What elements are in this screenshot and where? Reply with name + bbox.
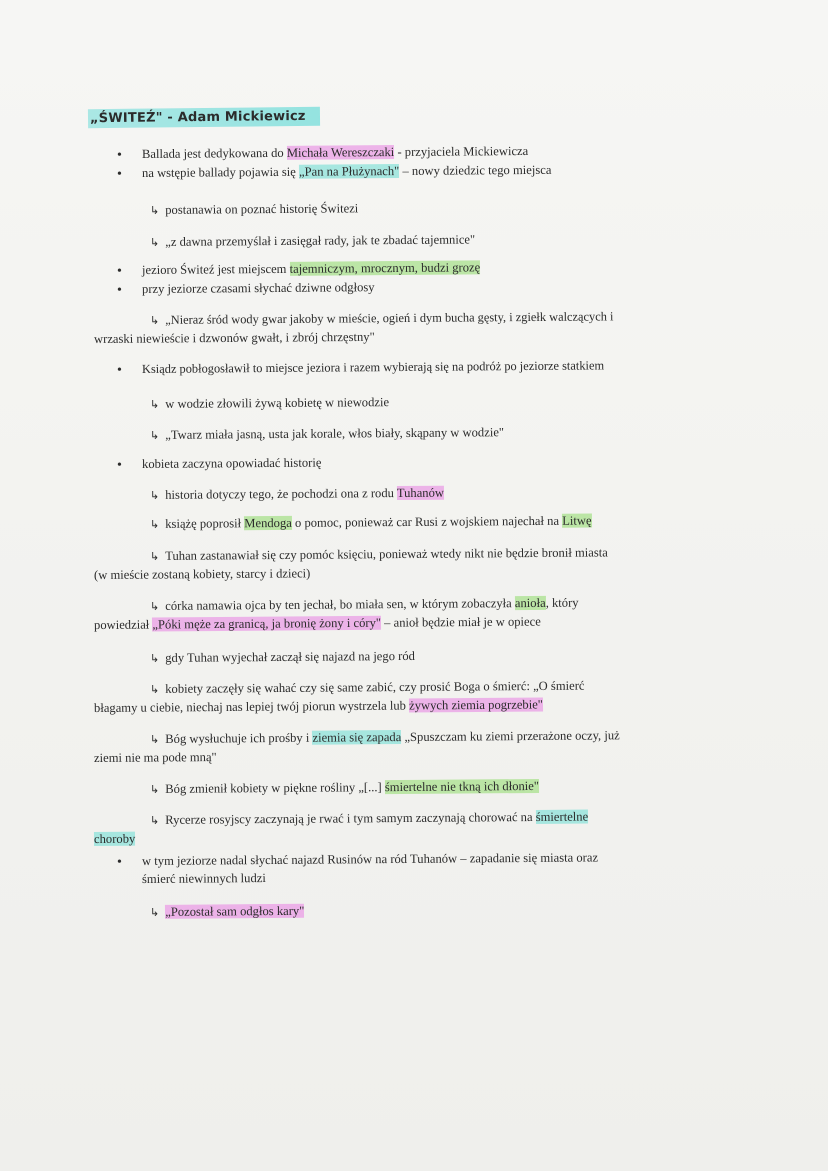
- arrow-icon: ↳: [149, 682, 160, 696]
- bullet: •: [117, 458, 122, 473]
- text: ziemi nie ma pode mną": [93, 750, 217, 765]
- text-line: [142, 259, 480, 278]
- text-line: [94, 696, 543, 716]
- text: historia dotyczy tego, że pochodzi ona z rodu: [165, 486, 397, 502]
- arrow-icon: ↳: [149, 428, 160, 442]
- text: – anioł będzie miał je w opiece: [380, 614, 541, 630]
- text: przy jeziorze czasami słychać dziwne odgłosy: [141, 280, 375, 296]
- text-line: [94, 831, 135, 847]
- text-line: [142, 357, 604, 377]
- text: jezioro Świteź jest miejscem: [141, 261, 290, 277]
- text-line: [142, 849, 598, 869]
- text: (w mieście zostaną kobiety, starcy i dzieci): [93, 566, 311, 582]
- text: Ksiądz pobłogosławił to miejsce jeziora i razem wybierają się na podróż po jeziorze statkiem: [141, 358, 605, 376]
- text: postanawia on poznać historię Świtezi: [165, 201, 359, 217]
- highlight-pink: Tuhanów: [396, 485, 445, 501]
- text: na wstępie ballady pojawia się: [141, 164, 300, 180]
- text: Bóg wysłuchuje ich prośby i: [165, 730, 313, 746]
- arrow-icon: ↳: [149, 235, 160, 249]
- text-line: [142, 279, 375, 297]
- text: o pomoc, ponieważ car Rusi z wojskiem najechał na: [291, 513, 563, 530]
- highlight-pink: „Pozostał sam odgłos kary": [165, 903, 305, 919]
- text-line: [150, 903, 304, 921]
- text: „z dawna przemyślał i zasięgał rady, jak te zbadać tajemnice": [165, 232, 476, 249]
- text: „Spuszczam ku ziemi przerażone oczy, już: [401, 728, 620, 745]
- highlight-turquoise: choroby: [93, 831, 136, 846]
- text-line: [150, 394, 389, 413]
- text: „Twarz miała jasną, usta jak korale, włos biały, skąpany w wodzie": [165, 425, 505, 442]
- text-line: [94, 329, 375, 347]
- page-title: „ŚWITEŹ" - Adam Mickiewicz: [88, 107, 320, 128]
- arrow-icon: ↳: [149, 813, 160, 827]
- text-line: [150, 727, 620, 748]
- bullet: •: [117, 264, 122, 279]
- text: Tuhan zastanawiał się czy pomóc księciu, ponieważ wtedy nikt nie będzie bronił miasta: [165, 545, 608, 563]
- text: książę poprosił: [165, 516, 245, 531]
- arrow-icon: ↳: [149, 549, 160, 563]
- highlight-turquoise: „Pan na Płużynach": [298, 163, 400, 179]
- text-line: [150, 513, 592, 533]
- highlight-pink: żywych ziemia pogrzebie": [409, 697, 543, 713]
- text-line: [94, 749, 217, 766]
- arrow-icon: ↳: [149, 782, 160, 796]
- text-line: [142, 143, 528, 162]
- highlight-turquoise: śmiertelne: [535, 809, 589, 824]
- arrow-icon: ↳: [149, 732, 160, 746]
- text-line: [150, 200, 358, 219]
- arrow-icon: ↳: [149, 651, 160, 665]
- bullet: •: [117, 283, 122, 298]
- bullet: •: [117, 148, 122, 163]
- text-line: [142, 455, 322, 472]
- highlight-green: Mendoga: [244, 515, 292, 531]
- text: Ballada jest dedykowana do: [141, 145, 287, 161]
- text-line: [150, 231, 475, 251]
- highlight-green: Litwę: [562, 513, 592, 528]
- text: Bóg zmienił kobiety w piękne rośliny „[...]: [165, 780, 385, 796]
- text: śmierć niewinnych ludzi: [141, 871, 266, 886]
- text-line: [94, 565, 310, 583]
- text: gdy Tuhan wyjechał zaczął się najazd na jego ród: [165, 648, 415, 665]
- text-line: [142, 870, 266, 887]
- text: „Nieraz śród wody gwar jakoby w mieście, ogień i dym bucha gęsty, i zgiełk walczących i: [165, 309, 614, 327]
- text: kobiety zaczęły się wahać czy się same zabić, czy prosić Boga o śmierć: „O śmierć: [165, 678, 585, 696]
- text-line: [150, 544, 608, 565]
- bullet: •: [117, 363, 122, 378]
- text-line: [150, 424, 504, 444]
- text-line: [150, 595, 579, 615]
- highlight-pink: „Póki męże za granicą, ja bronię żony i córy": [152, 615, 382, 632]
- arrow-icon: ↳: [149, 313, 160, 327]
- text: – nowy dziedzic tego miejsca: [399, 162, 552, 178]
- text: - przyjaciela Mickiewicza: [394, 143, 529, 160]
- text: powiedział: [93, 617, 153, 632]
- arrow-icon: ↳: [149, 599, 160, 613]
- arrow-icon: ↳: [149, 905, 160, 919]
- arrow-icon: ↳: [149, 397, 160, 411]
- text: , który: [545, 595, 579, 610]
- bullet: •: [117, 167, 122, 182]
- text: błagamy u ciebie, niechaj nas lepiej twój piorun wystrzela lub: [93, 698, 410, 715]
- text-line: [150, 308, 614, 329]
- highlight-green: anioła: [514, 595, 546, 611]
- text: wrzaski niewieście i dzwonów gwałt, i zbrój chrzęstny": [93, 329, 375, 346]
- text-line: [150, 778, 539, 798]
- text: córka namawia ojca by ten jechał, bo miała sen, w którym zobaczyła: [165, 596, 515, 613]
- text: Rycerze rosyjscy zaczynają je rwać i tym samym zaczynają chorować na: [165, 809, 536, 827]
- text: kobieta zaczyna opowiadać historię: [141, 455, 322, 471]
- text-line: [150, 809, 588, 829]
- highlight-pink: Michała Wereszczaki: [286, 145, 395, 160]
- arrow-icon: ↳: [149, 488, 160, 502]
- text-line: [94, 613, 541, 633]
- text-line: [150, 485, 444, 504]
- text-line: [150, 678, 585, 698]
- text: w tym jeziorze nadal słychać najazd Rusinów na ród Tuhanów – zapadanie się miasta oraz: [141, 850, 599, 868]
- arrow-icon: ↳: [149, 517, 160, 531]
- text: w wodzie złowili żywą kobietę w niewodzie: [165, 395, 390, 411]
- highlight-turquoise: ziemia się zapada: [312, 730, 402, 745]
- text-line: [150, 648, 415, 667]
- arrow-icon: ↳: [149, 203, 160, 217]
- highlight-green: śmiertelne nie tkną ich dłonie": [384, 778, 540, 795]
- bullet: •: [117, 855, 122, 870]
- highlight-green: tajemniczym, mrocznym, budzi grozę: [289, 260, 481, 276]
- text-line: [142, 162, 552, 181]
